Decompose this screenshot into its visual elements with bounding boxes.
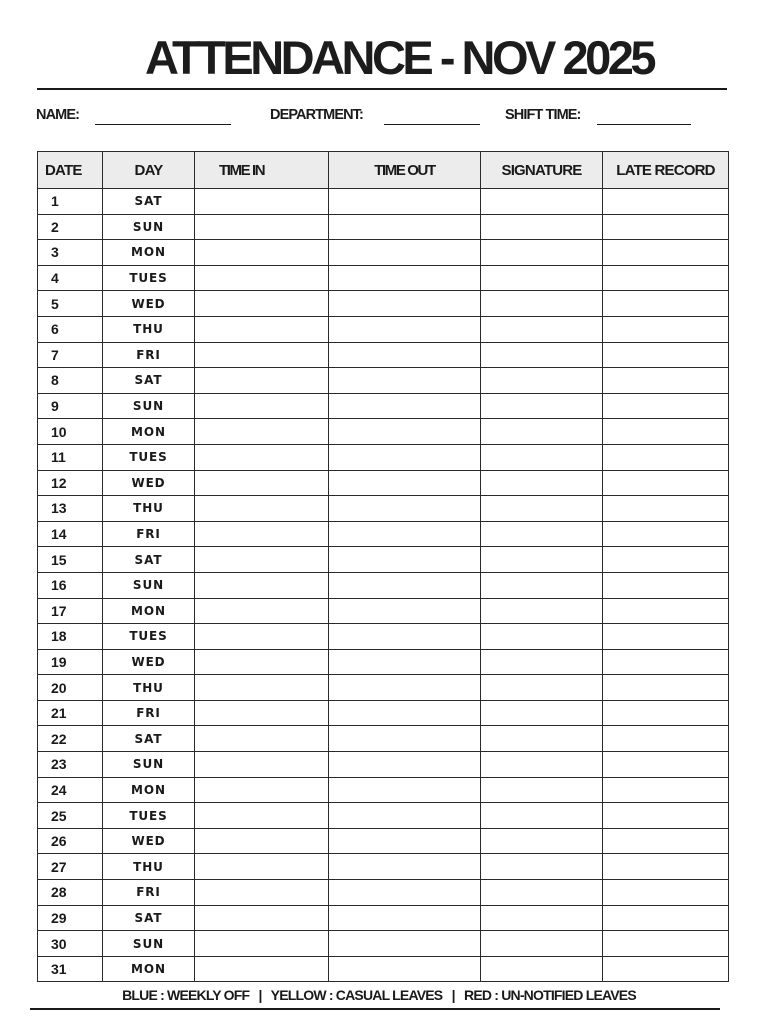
- time-out-cell[interactable]: [329, 931, 481, 957]
- time-in-cell[interactable]: [195, 624, 329, 650]
- table-row: [38, 572, 729, 598]
- table-row: [38, 316, 729, 342]
- signature-cell[interactable]: [481, 291, 603, 317]
- table-row: [38, 649, 729, 675]
- late-record-cell[interactable]: [603, 368, 729, 394]
- table-row: [38, 624, 729, 650]
- signature-cell[interactable]: [481, 521, 603, 547]
- late-record-cell[interactable]: [603, 931, 729, 957]
- name-label: NAME:: [36, 107, 80, 123]
- row-day: FRI: [103, 880, 195, 906]
- row-date: 2: [38, 214, 103, 240]
- time-out-cell[interactable]: [329, 291, 481, 317]
- time-out-cell[interactable]: [329, 240, 481, 266]
- signature-cell[interactable]: [481, 572, 603, 598]
- signature-cell[interactable]: [481, 649, 603, 675]
- time-in-cell[interactable]: [195, 880, 329, 906]
- signature-cell[interactable]: [481, 265, 603, 291]
- row-day: THU: [103, 675, 195, 701]
- row-date: 12: [38, 470, 103, 496]
- row-day: SUN: [103, 393, 195, 419]
- row-day: MON: [103, 240, 195, 266]
- row-date: 24: [38, 777, 103, 803]
- shift-time-field[interactable]: [597, 124, 691, 125]
- late-record-cell[interactable]: [603, 572, 729, 598]
- row-date: 17: [38, 598, 103, 624]
- row-date: 27: [38, 854, 103, 880]
- signature-cell[interactable]: [481, 777, 603, 803]
- late-record-cell[interactable]: [603, 393, 729, 419]
- signature-cell[interactable]: [481, 700, 603, 726]
- table-row: [38, 828, 729, 854]
- time-out-cell[interactable]: [329, 649, 481, 675]
- signature-cell[interactable]: [481, 419, 603, 445]
- late-record-cell[interactable]: [603, 726, 729, 752]
- time-out-cell[interactable]: [329, 316, 481, 342]
- signature-cell[interactable]: [481, 905, 603, 931]
- row-day: THU: [103, 854, 195, 880]
- row-day: SUN: [103, 752, 195, 778]
- time-out-cell[interactable]: [329, 752, 481, 778]
- late-record-cell[interactable]: [603, 905, 729, 931]
- row-day: MON: [103, 777, 195, 803]
- row-day: SAT: [103, 726, 195, 752]
- time-in-cell[interactable]: [195, 189, 329, 215]
- signature-cell[interactable]: [481, 675, 603, 701]
- time-in-cell[interactable]: [195, 572, 329, 598]
- table-row: [38, 752, 729, 778]
- signature-cell[interactable]: [481, 470, 603, 496]
- row-day: TUES: [103, 444, 195, 470]
- table-row: [38, 726, 729, 752]
- table-header-row: [38, 152, 729, 189]
- time-out-cell[interactable]: [329, 803, 481, 829]
- time-in-cell[interactable]: [195, 956, 329, 982]
- row-date: 20: [38, 675, 103, 701]
- row-day: SAT: [103, 368, 195, 394]
- time-in-cell[interactable]: [195, 803, 329, 829]
- header-signature: SIGNATURE: [481, 152, 603, 189]
- row-date: 26: [38, 828, 103, 854]
- signature-cell[interactable]: [481, 956, 603, 982]
- signature-cell[interactable]: [481, 342, 603, 368]
- time-out-cell[interactable]: [329, 419, 481, 445]
- table-row: [38, 777, 729, 803]
- row-date: 30: [38, 931, 103, 957]
- time-in-cell[interactable]: [195, 291, 329, 317]
- row-day: TUES: [103, 265, 195, 291]
- row-date: 15: [38, 547, 103, 573]
- row-day: SAT: [103, 547, 195, 573]
- table-row: [38, 444, 729, 470]
- late-record-cell[interactable]: [603, 521, 729, 547]
- name-field[interactable]: [95, 124, 231, 125]
- late-record-cell[interactable]: [603, 649, 729, 675]
- table-row: [38, 700, 729, 726]
- row-day: WED: [103, 828, 195, 854]
- row-date: 19: [38, 649, 103, 675]
- time-in-cell[interactable]: [195, 393, 329, 419]
- row-day: THU: [103, 316, 195, 342]
- time-in-cell[interactable]: [195, 726, 329, 752]
- late-record-cell[interactable]: [603, 444, 729, 470]
- row-date: 21: [38, 700, 103, 726]
- time-out-cell[interactable]: [329, 214, 481, 240]
- signature-cell[interactable]: [481, 444, 603, 470]
- table-row: [38, 675, 729, 701]
- header-late-record: LATE RECORD: [603, 152, 729, 189]
- late-record-cell[interactable]: [603, 265, 729, 291]
- time-out-cell[interactable]: [329, 572, 481, 598]
- row-day: FRI: [103, 521, 195, 547]
- time-in-cell[interactable]: [195, 342, 329, 368]
- title-divider: [37, 88, 727, 90]
- time-in-cell[interactable]: [195, 700, 329, 726]
- time-in-cell[interactable]: [195, 496, 329, 522]
- late-record-cell[interactable]: [603, 189, 729, 215]
- row-date: 1: [38, 189, 103, 215]
- row-day: MON: [103, 598, 195, 624]
- time-out-cell[interactable]: [329, 547, 481, 573]
- time-in-cell[interactable]: [195, 649, 329, 675]
- signature-cell[interactable]: [481, 240, 603, 266]
- page-title: ATTENDANCE - NOV 2025: [144, 31, 653, 84]
- signature-cell[interactable]: [481, 828, 603, 854]
- time-out-cell[interactable]: [329, 368, 481, 394]
- row-date: 31: [38, 956, 103, 982]
- time-in-cell[interactable]: [195, 240, 329, 266]
- late-record-cell[interactable]: [603, 470, 729, 496]
- row-day: THU: [103, 496, 195, 522]
- time-out-cell[interactable]: [329, 956, 481, 982]
- department-field[interactable]: [384, 124, 480, 125]
- row-day: SUN: [103, 214, 195, 240]
- table-row: [38, 598, 729, 624]
- time-in-cell[interactable]: [195, 419, 329, 445]
- time-in-cell[interactable]: [195, 598, 329, 624]
- signature-cell[interactable]: [481, 393, 603, 419]
- time-in-cell[interactable]: [195, 470, 329, 496]
- time-out-cell[interactable]: [329, 726, 481, 752]
- time-out-cell[interactable]: [329, 496, 481, 522]
- signature-cell[interactable]: [481, 316, 603, 342]
- row-date: 23: [38, 752, 103, 778]
- late-record-cell[interactable]: [603, 624, 729, 650]
- row-date: 13: [38, 496, 103, 522]
- row-date: 8: [38, 368, 103, 394]
- table-row: [38, 470, 729, 496]
- row-date: 16: [38, 572, 103, 598]
- signature-cell[interactable]: [481, 598, 603, 624]
- row-date: 14: [38, 521, 103, 547]
- signature-cell[interactable]: [481, 189, 603, 215]
- time-out-cell[interactable]: [329, 470, 481, 496]
- late-record-cell[interactable]: [603, 803, 729, 829]
- signature-cell[interactable]: [481, 547, 603, 573]
- row-date: 29: [38, 905, 103, 931]
- time-out-cell[interactable]: [329, 189, 481, 215]
- time-out-cell[interactable]: [329, 828, 481, 854]
- row-date: 28: [38, 880, 103, 906]
- table-row: [38, 291, 729, 317]
- time-out-cell[interactable]: [329, 265, 481, 291]
- row-day: SAT: [103, 905, 195, 931]
- row-day: SUN: [103, 931, 195, 957]
- time-in-cell[interactable]: [195, 521, 329, 547]
- row-day: MON: [103, 419, 195, 445]
- late-record-cell[interactable]: [603, 547, 729, 573]
- row-day: WED: [103, 649, 195, 675]
- time-out-cell[interactable]: [329, 905, 481, 931]
- table-row: [38, 342, 729, 368]
- late-record-cell[interactable]: [603, 956, 729, 982]
- signature-cell[interactable]: [481, 880, 603, 906]
- header-time-in: TIME IN: [195, 152, 329, 189]
- table-row: [38, 240, 729, 266]
- header-date: DATE: [38, 152, 103, 189]
- row-day: FRI: [103, 700, 195, 726]
- time-in-cell[interactable]: [195, 214, 329, 240]
- row-day: SUN: [103, 572, 195, 598]
- signature-cell[interactable]: [481, 931, 603, 957]
- late-record-cell[interactable]: [603, 700, 729, 726]
- row-day: MON: [103, 956, 195, 982]
- signature-cell[interactable]: [481, 368, 603, 394]
- table-row: [38, 854, 729, 880]
- table-row: [38, 521, 729, 547]
- late-record-cell[interactable]: [603, 240, 729, 266]
- late-record-cell[interactable]: [603, 419, 729, 445]
- signature-cell[interactable]: [481, 803, 603, 829]
- time-out-cell[interactable]: [329, 700, 481, 726]
- late-record-cell[interactable]: [603, 752, 729, 778]
- time-out-cell[interactable]: [329, 880, 481, 906]
- time-in-cell[interactable]: [195, 444, 329, 470]
- row-day: WED: [103, 291, 195, 317]
- time-in-cell[interactable]: [195, 828, 329, 854]
- time-in-cell[interactable]: [195, 931, 329, 957]
- row-day: TUES: [103, 624, 195, 650]
- table-row: [38, 189, 729, 215]
- time-in-cell[interactable]: [195, 854, 329, 880]
- late-record-cell[interactable]: [603, 854, 729, 880]
- signature-cell[interactable]: [481, 726, 603, 752]
- table-row: [38, 393, 729, 419]
- time-in-cell[interactable]: [195, 752, 329, 778]
- shift-time-label: SHIFT TIME:: [505, 107, 581, 123]
- late-record-cell[interactable]: [603, 598, 729, 624]
- time-out-cell[interactable]: [329, 777, 481, 803]
- time-in-cell[interactable]: [195, 675, 329, 701]
- row-day: FRI: [103, 342, 195, 368]
- table-row: [38, 905, 729, 931]
- time-in-cell[interactable]: [195, 905, 329, 931]
- footer-divider: [30, 1008, 720, 1010]
- signature-cell[interactable]: [481, 624, 603, 650]
- table-row: [38, 368, 729, 394]
- time-out-cell[interactable]: [329, 444, 481, 470]
- table-row: [38, 214, 729, 240]
- row-date: 18: [38, 624, 103, 650]
- time-out-cell[interactable]: [329, 624, 481, 650]
- row-date: 9: [38, 393, 103, 419]
- signature-cell[interactable]: [481, 854, 603, 880]
- table-row: [38, 547, 729, 573]
- row-day: TUES: [103, 803, 195, 829]
- signature-cell[interactable]: [481, 214, 603, 240]
- time-out-cell[interactable]: [329, 675, 481, 701]
- row-day: WED: [103, 470, 195, 496]
- time-out-cell[interactable]: [329, 598, 481, 624]
- late-record-cell[interactable]: [603, 777, 729, 803]
- time-out-cell[interactable]: [329, 854, 481, 880]
- department-label: DEPARTMENT:: [270, 107, 363, 123]
- table-row: [38, 880, 729, 906]
- late-record-cell[interactable]: [603, 291, 729, 317]
- row-date: 3: [38, 240, 103, 266]
- signature-cell[interactable]: [481, 496, 603, 522]
- row-day: SAT: [103, 189, 195, 215]
- header-time-out: TIME OUT: [329, 152, 481, 189]
- row-date: 5: [38, 291, 103, 317]
- row-date: 25: [38, 803, 103, 829]
- late-record-cell[interactable]: [603, 880, 729, 906]
- time-in-cell[interactable]: [195, 777, 329, 803]
- time-out-cell[interactable]: [329, 393, 481, 419]
- row-date: 4: [38, 265, 103, 291]
- time-in-cell[interactable]: [195, 368, 329, 394]
- row-date: 11: [38, 444, 103, 470]
- late-record-cell[interactable]: [603, 342, 729, 368]
- table-row: [38, 265, 729, 291]
- late-record-cell[interactable]: [603, 675, 729, 701]
- attendance-table: [37, 151, 729, 982]
- time-in-cell[interactable]: [195, 547, 329, 573]
- late-record-cell[interactable]: [603, 496, 729, 522]
- table-row: [38, 956, 729, 982]
- late-record-cell[interactable]: [603, 316, 729, 342]
- row-date: 7: [38, 342, 103, 368]
- time-in-cell[interactable]: [195, 316, 329, 342]
- table-row: [38, 803, 729, 829]
- table-row: [38, 931, 729, 957]
- color-legend: BLUE : WEEKLY OFF | YELLOW : CASUAL LEAVES | RED : UN-NOTIFIED LEAVES: [122, 987, 636, 1003]
- time-out-cell[interactable]: [329, 342, 481, 368]
- row-date: 10: [38, 419, 103, 445]
- row-date: 22: [38, 726, 103, 752]
- late-record-cell[interactable]: [603, 828, 729, 854]
- late-record-cell[interactable]: [603, 214, 729, 240]
- signature-cell[interactable]: [481, 752, 603, 778]
- header-day: DAY: [103, 152, 195, 189]
- row-date: 6: [38, 316, 103, 342]
- time-out-cell[interactable]: [329, 521, 481, 547]
- table-row: [38, 419, 729, 445]
- time-in-cell[interactable]: [195, 265, 329, 291]
- table-row: [38, 496, 729, 522]
